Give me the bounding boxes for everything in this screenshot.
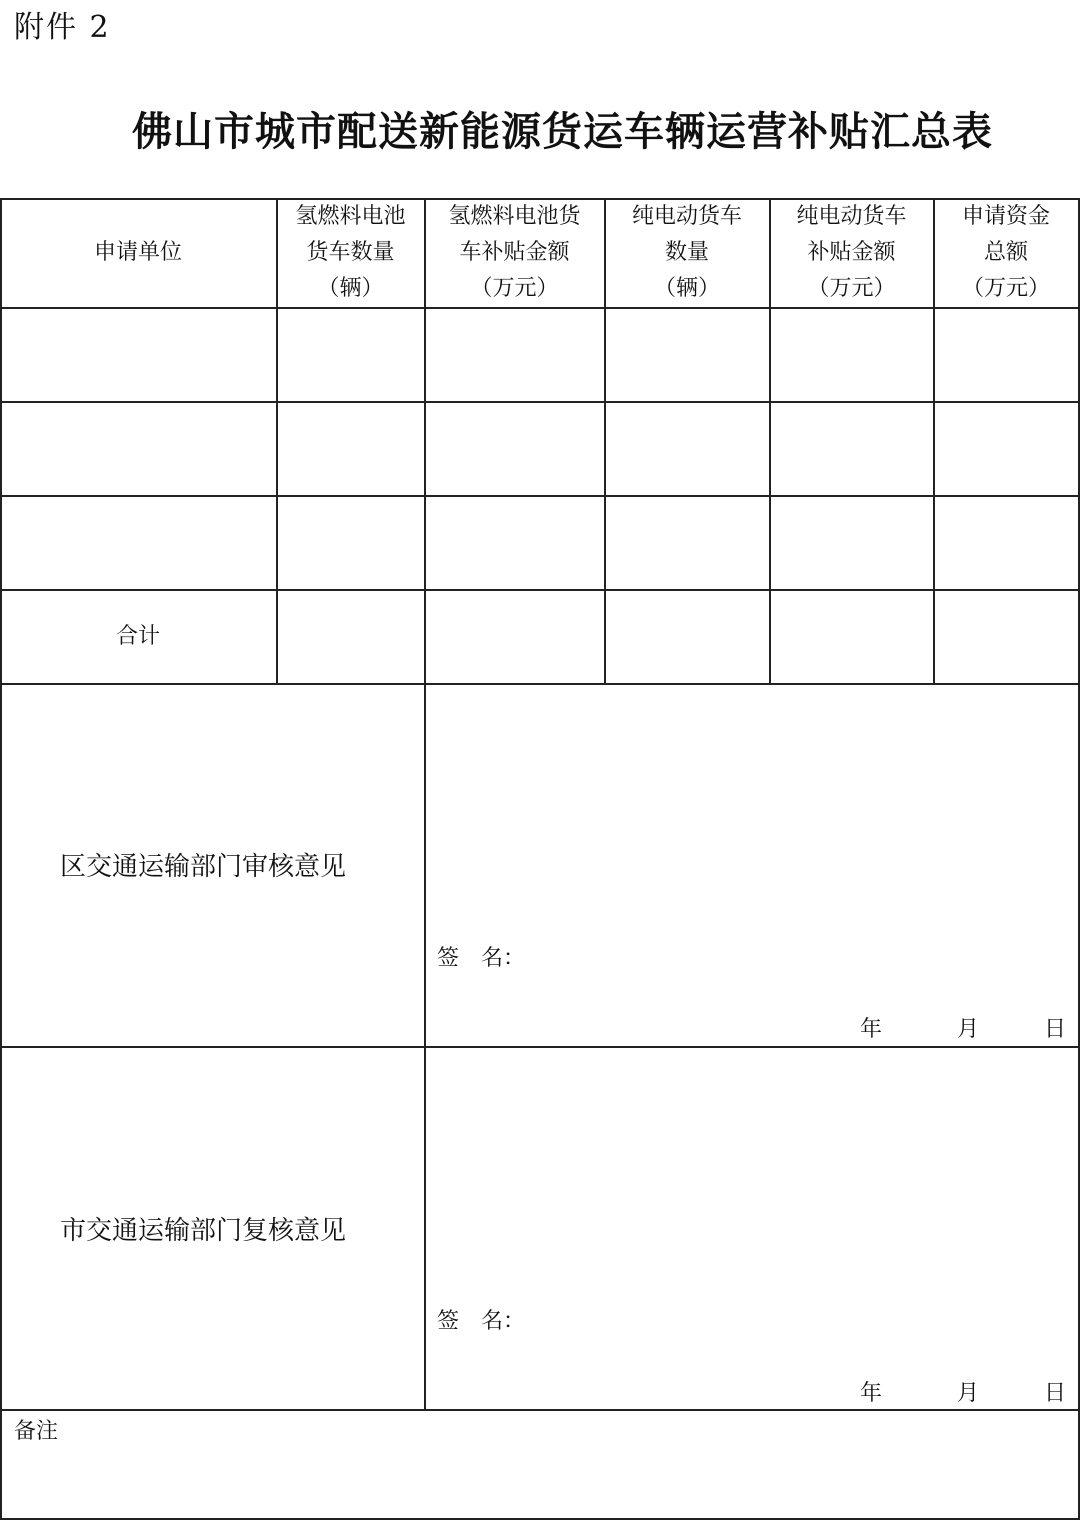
column-header-hydrogen-count — [277, 199, 424, 307]
district-signature-label: 签 名： — [437, 946, 526, 971]
column-header-line: 总额 — [983, 240, 1028, 265]
column-header-line: （辆） — [317, 276, 384, 301]
city-date-month: 月 — [957, 1381, 980, 1406]
remarks-label: 备注 — [14, 1419, 59, 1444]
table-row-2[interactable] — [0, 402, 1078, 495]
column-header-applicant — [0, 199, 276, 307]
page-title: 佛山市城市配送新能源货运车辆运营补贴汇总表 — [132, 109, 993, 155]
column-header-line: 氢燃料电池货 — [448, 204, 581, 229]
column-header-total-funds — [934, 199, 1078, 307]
column-header-line: 数量 — [664, 240, 709, 265]
column-header-line: （万元） — [807, 276, 896, 301]
column-header-line: 氢燃料电池 — [295, 204, 406, 229]
column-header-electric-count — [605, 199, 769, 307]
district-review-label: 区交通运输部门审核意见 — [60, 852, 347, 882]
city-signature-label: 签 名： — [437, 1309, 526, 1334]
city-review-label: 市交通运输部门复核意见 — [60, 1216, 347, 1246]
district-review-opinion-area[interactable] — [426, 685, 1078, 1045]
remarks-area[interactable] — [60, 1411, 1078, 1517]
district-date-year: 年 — [860, 1017, 883, 1042]
city-date-day: 日 — [1044, 1381, 1067, 1406]
district-date-month: 月 — [957, 1017, 980, 1042]
column-header-line: （辆） — [653, 276, 720, 301]
column-header-line: 纯电动货车 — [631, 204, 742, 229]
column-header-electric-subsidy — [770, 199, 933, 307]
column-header-line: 车补贴金额 — [459, 240, 570, 265]
column-header-line: （万元） — [470, 276, 559, 301]
column-header-line: 申请单位 — [93, 240, 182, 265]
grid-line-right — [1078, 198, 1080, 1519]
column-header-line: 货车数量 — [306, 240, 395, 265]
column-header-line: 申请资金 — [961, 204, 1050, 229]
city-review-opinion-area[interactable] — [426, 1048, 1078, 1408]
column-header-line: 补贴金额 — [807, 240, 896, 265]
table-row-1[interactable] — [0, 308, 1078, 401]
column-header-hydrogen-subsidy — [425, 199, 604, 307]
column-header-line: 纯电动货车 — [796, 204, 907, 229]
column-header-line: （万元） — [961, 276, 1050, 301]
total-label-text: 合计 — [115, 623, 160, 649]
total-row-label — [0, 590, 276, 683]
grid-line-bottom — [0, 1518, 1080, 1520]
table-row-3[interactable] — [0, 496, 1078, 589]
city-date-year: 年 — [860, 1381, 883, 1406]
district-date-day: 日 — [1044, 1017, 1067, 1042]
attachment-label: 附件 2 — [14, 10, 111, 45]
